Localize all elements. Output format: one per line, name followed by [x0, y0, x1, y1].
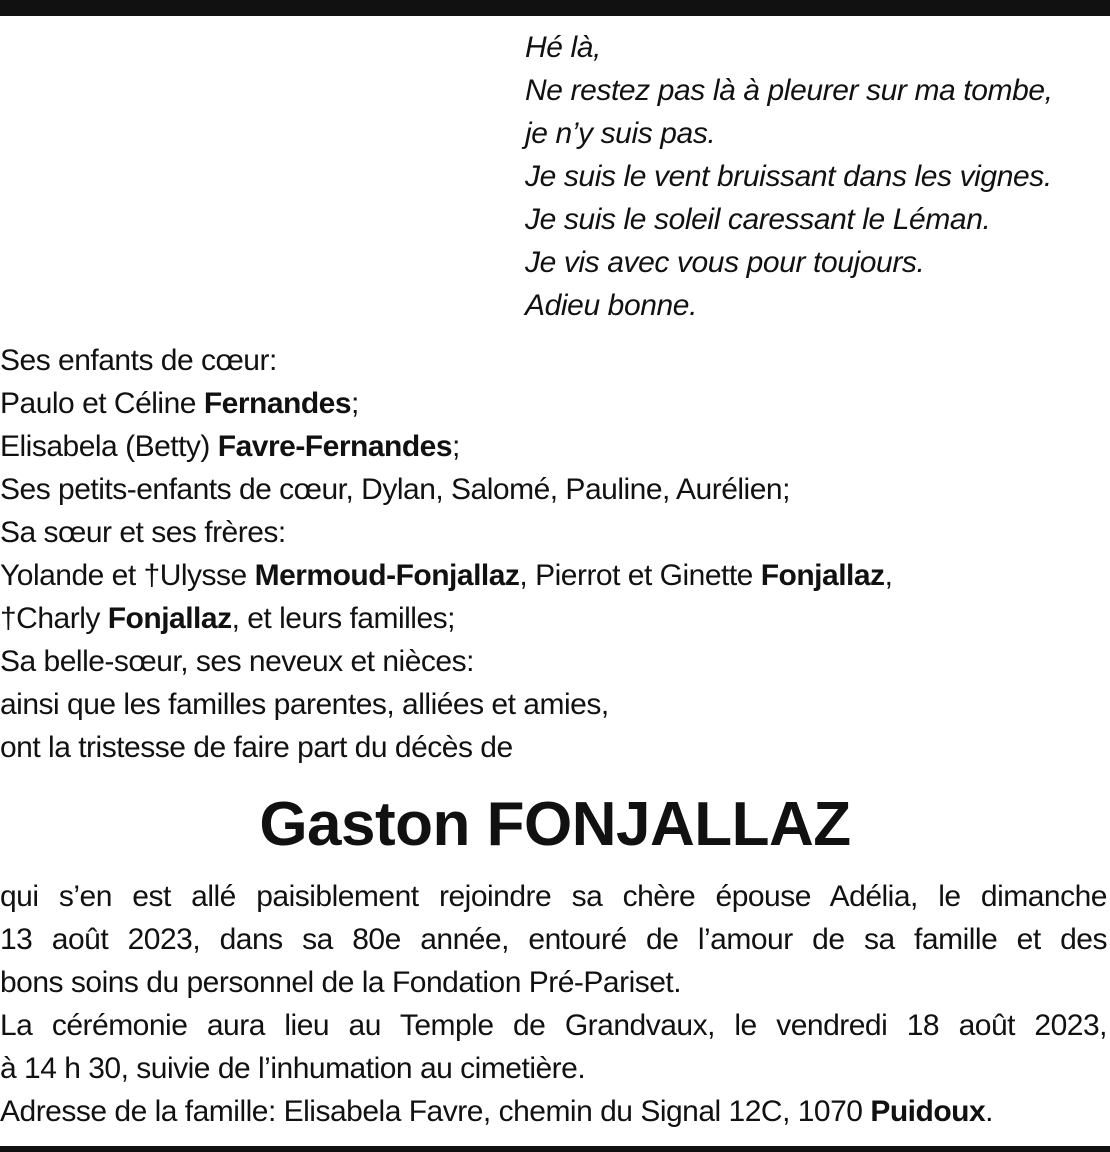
top-border-rule: [0, 0, 1110, 16]
family-line: [0, 425, 1105, 468]
family-line: ainsi que les familles parentes, alliées et amies,: [0, 688, 609, 721]
family-line: Ses enfants de cœur:: [0, 344, 277, 377]
given-names: Paulo et Céline: [0, 387, 204, 420]
poem-line: je n’y suis pas.: [525, 117, 716, 150]
surname: Fonjallaz: [107, 602, 232, 635]
poem-line: Je vis avec vous pour toujours.: [525, 246, 925, 279]
given-names: Yolande et †Ulysse: [0, 559, 255, 592]
body-line: La cérémonie aura lieu au Temple de Grandvaux, le vendredi 18 août 2023,: [0, 1009, 1107, 1042]
punctuation: ,: [884, 559, 893, 592]
family-line: Sa sœur et ses frères:: [0, 516, 286, 549]
family-line: [0, 554, 1105, 597]
address-text: Adresse de la famille: Elisabela Favre, chemin du Signal 12C, 1070: [0, 1095, 871, 1128]
surname: Mermoud-Fonjallaz: [254, 559, 520, 592]
given-names: , Pierrot et Ginette: [519, 559, 761, 592]
family-line: [0, 597, 1105, 640]
body-line: qui s’en est allé paisiblement rejoindre sa chère épouse Adélia, le dimanche: [0, 880, 1107, 913]
punctuation: .: [985, 1095, 994, 1128]
punctuation: ;: [452, 430, 460, 463]
family-line: [0, 382, 1105, 425]
obituary-body: [0, 875, 1107, 1133]
poem-block: [525, 26, 1105, 327]
surname: Fonjallaz: [760, 559, 885, 592]
surname: Favre-Fernandes: [217, 430, 453, 463]
family-address-line: [0, 1090, 1107, 1133]
family-line: ont la tristesse de faire part du décès de: [0, 731, 513, 764]
given-names: Elisabela (Betty): [0, 430, 218, 463]
given-names: †Charly: [0, 602, 108, 635]
poem-line: Ne restez pas là à pleurer sur ma tombe,: [525, 74, 1053, 107]
body-line: bons soins du personnel de la Fondation Pré-Pariset.: [0, 966, 682, 999]
text: , et leurs familles;: [231, 602, 455, 635]
deceased-name: Gaston FONJALLAZ: [259, 790, 851, 859]
poem-line: Adieu bonne.: [525, 289, 698, 322]
family-line: Ses petits-enfants de cœur, Dylan, Salomé, Pauline, Aurélien;: [0, 473, 790, 506]
town-name: Puidoux: [870, 1095, 986, 1128]
punctuation: ;: [351, 387, 359, 420]
bottom-border-rule: [0, 1146, 1110, 1152]
family-announcement: [0, 339, 1105, 769]
poem-line: Hé là,: [525, 31, 601, 64]
body-line: à 14 h 30, suivie de l’inhumation au cimetière.: [0, 1052, 586, 1085]
family-line: Sa belle-sœur, ses neveux et nièces:: [0, 645, 474, 678]
surname: Fernandes: [203, 387, 352, 420]
poem-line: Je suis le soleil caressant le Léman.: [525, 203, 991, 236]
poem-line: Je suis le vent bruissant dans les vignes.: [525, 160, 1052, 193]
body-line: 13 août 2023, dans sa 80e année, entouré de l’amour de sa famille et des: [0, 923, 1107, 956]
